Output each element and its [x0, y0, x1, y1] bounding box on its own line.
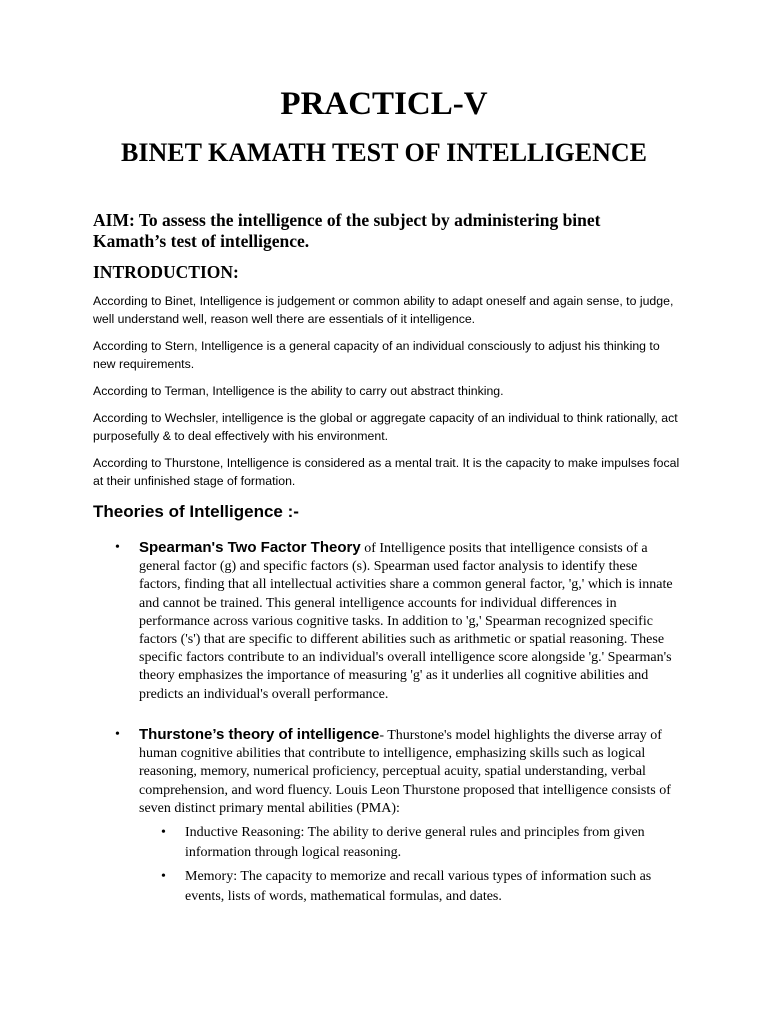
bullet-icon: • — [115, 727, 120, 742]
theory-text: - Thurstone's model highlights the diverse array of human cognitive abilities that contribute to intelligence, emphasizing skills such as logical reasoning, memory, numerical proficiency, perceptual acuity, spatial understanding, verbal comprehension, and word fluency. Louis Leon Thurstone proposed that intelligence consists of seven distinct primary mental abilities (PMA): — [139, 728, 671, 816]
theories-heading: Theories of Intelligence :- — [93, 502, 299, 521]
aim-statement: AIM: To assess the intelligence of the subject by administering binet Kamath’s test of intelligence. — [93, 210, 601, 251]
pma-item-text: Inductive Reasoning: The ability to derive general rules and principles from given information through logical reasoning. — [185, 825, 645, 860]
theory-spearman — [115, 539, 679, 704]
theory-name: Spearman's Two Factor Theory — [139, 539, 361, 556]
definition-terman: According to Terman, Intelligence is the ability to carry out abstract thinking. — [93, 384, 504, 398]
bullet-icon: • — [115, 540, 120, 555]
pma-item-inductive-reasoning — [161, 823, 685, 863]
page-title: PRACTICL-V — [280, 86, 488, 122]
definition-binet: According to Binet, Intelligence is judgement or common ability to adapt oneself and again sense, to judge, well understand well, reason well there are essentials of it intelligence. — [93, 294, 674, 326]
page-subtitle: BINET KAMATH TEST OF INTELLIGENCE — [121, 138, 647, 167]
definition-thurstone: According to Thurstone, Intelligence is considered as a mental trait. It is the capacity to make impulses focal at their unfinished stage of formation. — [93, 456, 680, 488]
bullet-icon: • — [161, 825, 166, 840]
pma-item-memory — [161, 867, 685, 907]
pma-item-text: Memory: The capacity to memorize and recall various types of information such as events, lists of words, mathematical formulas, and dates. — [185, 869, 652, 904]
definition-stern: According to Stern, Intelligence is a general capacity of an individual consciously to adjust his thinking to new requirements. — [93, 339, 660, 371]
introduction-heading: INTRODUCTION: — [93, 262, 239, 282]
theory-name: Thurstone’s theory of intelligence — [139, 726, 380, 743]
theory-text: of Intelligence posits that intelligence consists of a general factor (g) and specific factors (s). Spearman used factor analysis to identify these factors, finding that all intellectual activities share a common general factor, 'g,' which is innate and cannot be trained. This general intelligence accounts for individual differences in performance across various cognitive tasks. In addition to 'g,' Spearman recognized specific factors ('s') that are specific to different abilities such as arithmetic or spatial reasoning. These specific factors contribute to an individual's overall intelligence score alongside 'g.' Spearman's theory emphasizes the importance of measuring 'g' as it underlies all cognitive abilities and predicts an individual's overall performance. — [139, 541, 673, 702]
definitions-list — [93, 292, 683, 499]
theory-thurstone — [115, 726, 679, 818]
definition-wechsler: According to Wechsler, intelligence is the global or aggregate capacity of an individual to think rationally, act purposefully & to deal effectively with his environment. — [93, 411, 678, 443]
bullet-icon: • — [161, 869, 166, 884]
